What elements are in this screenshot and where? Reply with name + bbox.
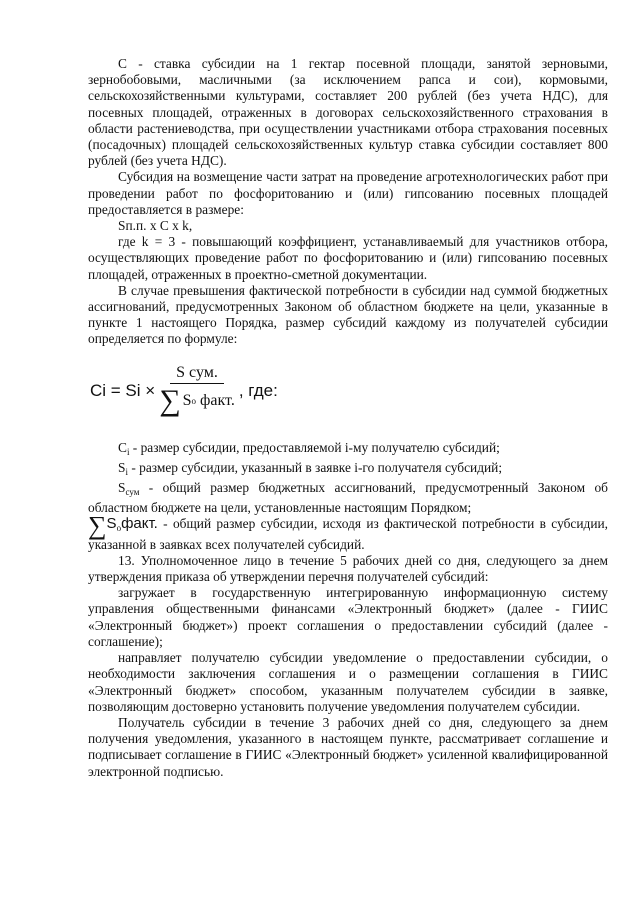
legend-ci-symbol: C xyxy=(118,439,127,455)
formula-denominator-rest: факт. xyxy=(200,392,235,410)
legend-sigma xyxy=(88,511,608,552)
formula-denominator xyxy=(159,384,235,416)
legend-ci xyxy=(88,440,608,460)
formula-numerator: S сум. xyxy=(170,365,224,384)
formula-suffix: , где: xyxy=(238,380,278,400)
paragraph-subsidy-phosphate: Субсидия на возмещение части затрат на проведение агротехнологических работ при проведении работ по фосфоритованию и (или) гипсованию посевных площадей предоставляется в размере: xyxy=(88,169,608,217)
paragraph-notify: направляет получателю субсидии уведомление о предоставлении субсидии, о необходимости заключения соглашения и о размещении соглашения в ГИИС «Электронный бюджет» способом, указанным получателем субсидии в заявке, позволяющим достоверно установить получение уведомления получателем субсидии. xyxy=(88,650,608,714)
paragraph-section-13: 13. Уполномоченное лицо в течение 5 рабочих дней со дня, следующего за днем утверждения приказа об утверждении перечня получателей субсидий: xyxy=(88,552,608,585)
legend-si xyxy=(88,460,608,480)
subsidy-formula xyxy=(88,348,608,434)
legend-si-sub: i xyxy=(125,466,128,477)
sigma-icon: ∑ xyxy=(159,384,181,418)
legend-ssum-symbol: S xyxy=(118,480,126,496)
sigma-icon: ∑ xyxy=(88,511,107,541)
legend-ssum-sub: сум xyxy=(125,487,140,498)
formula-denominator-sub: o xyxy=(191,396,196,407)
paragraph-formula-simple: Sп.п. x C x k, xyxy=(118,218,193,234)
document-page xyxy=(88,56,608,780)
paragraph-rate: С - ставка субсидии на 1 гектар посевной площади, занятой зерновыми, зернобобовыми, масличными (за исключением рапса и сои), кормовыми, сельскохозяйственными культурами, составляет 200 рублей (без учета НДС), для посевных площадей, отраженных в договорах сельскохозяйственного страхования в области растениеводства, при осуществлении участниками отбора страхования посевных (посадочных) площадей сельскохозяйственных культур ставка субсидии составляет 800 рублей (без учета НДС). xyxy=(88,56,608,169)
paragraph-upload: загружает в государственную интегрированную информационную систему управления общественными финансами «Электронный бюджет» (далее - ГИИС «Электронный бюджет») проект соглашения о предоставлении субсидий (далее - соглашение); xyxy=(88,585,608,649)
legend-ssum xyxy=(88,480,608,516)
legend-ssum-text: - общий размер бюджетных ассигнований, предусмотренный Законом об областном бюджете на цели, установленные настоящим Порядком; xyxy=(88,480,608,516)
legend-sigma-text: - общий размер субсидии, исходя из фактической потребности в субсидии, указанной в заявках всех получателей субсидий. xyxy=(88,516,608,552)
formula-legend xyxy=(88,440,608,553)
legend-ci-sub: i xyxy=(126,446,130,457)
paragraph-sign: Получатель субсидии в течение 3 рабочих дней со дня, следующего за днем получения уведомления, указанного в настоящем пункте, рассматривает соглашение и подписывает соглашение в ГИИС «Электронный бюджет» усиленной квалифицированной электронной подписью. xyxy=(88,714,608,779)
legend-sigma-sub: o xyxy=(116,523,122,534)
paragraph-coefficient: где k = 3 - повышающий коэффициент, устанавливаемый для участников отбора, осуществляющих проведение работ по фосфоритованию и (или) гипсованию посевных площадей, отраженных в проектно-сметной документации. xyxy=(88,234,608,282)
legend-sigma-s: S xyxy=(106,515,117,533)
legend-ci-text: - размер субсидии, предоставляемой i-му получателю субсидий; xyxy=(129,439,500,455)
legend-si-text: - размер субсидии, указанный в заявке i-го получателя субсидий; xyxy=(127,459,503,475)
formula-lhs: Ci = Si × xyxy=(90,380,156,400)
paragraph-excess: В случае превышения фактической потребности в субсидии над суммой бюджетных ассигнований, предусмотренных Законом об областном бюджете на цели, указанные в пункте 1 настоящего Порядка, размер субсидий каждому из получателей субсидии определяется по формуле: xyxy=(88,282,608,347)
formula-fraction xyxy=(159,365,235,416)
legend-sigma-fact: факт. xyxy=(121,515,158,533)
legend-si-symbol: S xyxy=(118,459,126,475)
formula-denominator-s: S xyxy=(182,392,192,410)
